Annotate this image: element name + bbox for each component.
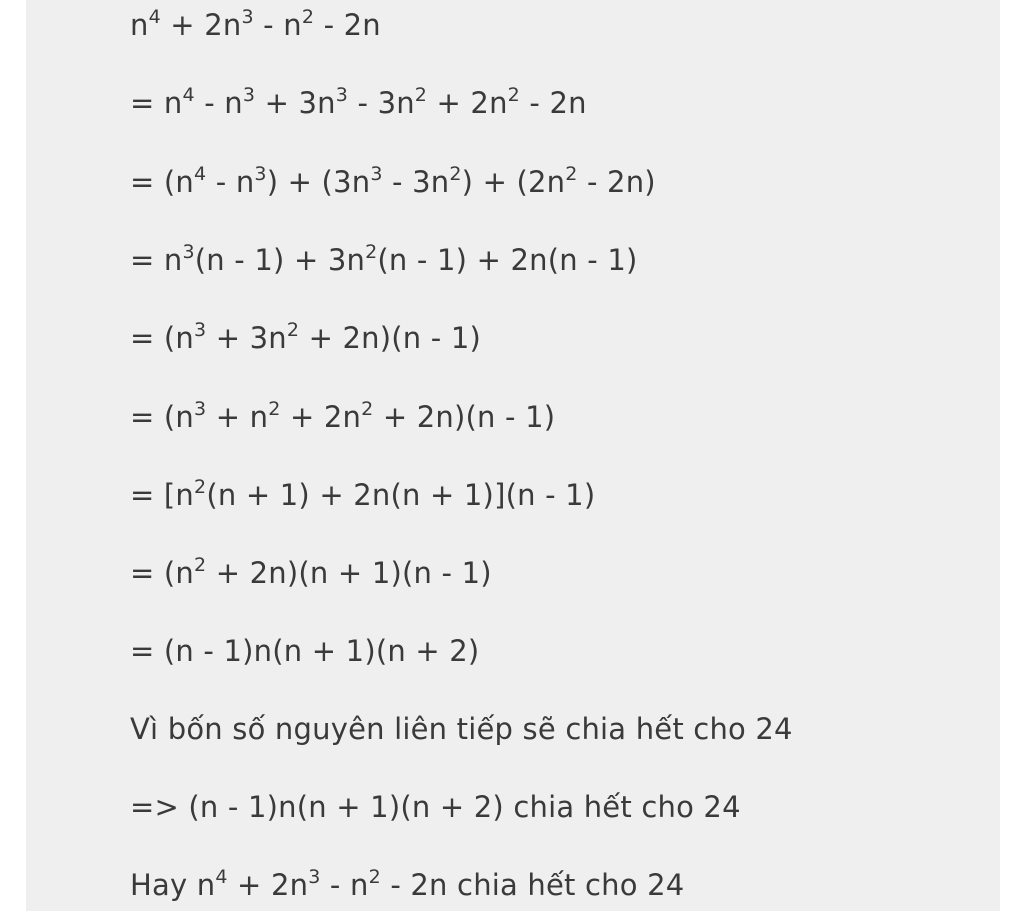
expression-text: ) + (3n <box>266 165 371 199</box>
expression-text: (n - 1) + 2n(n - 1) <box>377 243 638 277</box>
expression-text: + n <box>206 400 269 434</box>
exponent: 2 <box>507 84 520 106</box>
expression-text: + 2n <box>427 86 508 120</box>
exponent: 2 <box>286 319 300 341</box>
solution-line <box>130 83 587 127</box>
solution-line <box>130 240 638 284</box>
exponent: 2 <box>414 84 428 106</box>
expression-text: = (n <box>130 165 195 199</box>
exponent: 3 <box>370 163 383 185</box>
exponent: 2 <box>565 163 578 185</box>
exponent: 2 <box>301 6 315 28</box>
solution-line <box>130 865 684 909</box>
expression-text: + 2n)(n + 1)(n - 1) <box>206 556 492 590</box>
expression-text: = n <box>130 86 183 120</box>
exponent: 2 <box>365 241 378 263</box>
expression-text: + 2n <box>160 8 242 42</box>
exponent: 3 <box>182 241 195 263</box>
expression-text: - 2n) <box>577 165 656 199</box>
expression-text: + 2n <box>227 868 309 902</box>
exponent: 4 <box>182 84 195 106</box>
exponent: 2 <box>268 398 281 420</box>
expression-text: (n - 1) + 3n <box>194 243 366 277</box>
content-panel <box>26 0 1000 911</box>
solution-line <box>130 631 479 671</box>
expression-text: - n <box>194 86 243 120</box>
exponent: 3 <box>194 398 207 420</box>
expression-text: - n <box>320 868 369 902</box>
exponent: 2 <box>361 398 374 420</box>
expression-text: + 2n)(n - 1) <box>299 321 482 355</box>
expression-text: => (n - 1)n(n + 1)(n + 2) chia hết cho 24 <box>130 790 741 824</box>
exponent: 3 <box>254 163 267 185</box>
exponent: 4 <box>194 163 207 185</box>
exponent: 2 <box>368 866 381 888</box>
exponent: 3 <box>194 319 207 341</box>
exponent: 3 <box>308 866 321 888</box>
solution-line <box>130 475 595 519</box>
solution-line <box>130 397 555 441</box>
expression-text: + 3n <box>206 321 287 355</box>
expression-text: - n <box>206 165 255 199</box>
expression-text: n <box>130 8 149 42</box>
expression-text: ) + (2n <box>461 165 566 199</box>
expression-text: - 2n <box>519 86 587 120</box>
exponent: 3 <box>242 84 256 106</box>
solution-line <box>130 709 793 749</box>
expression-text: - 2n chia hết cho 24 <box>380 868 685 902</box>
exponent: 4 <box>148 6 161 28</box>
expression-text: = [n <box>130 478 195 512</box>
exponent: 2 <box>194 554 207 576</box>
expression-text: - n <box>253 8 302 42</box>
exponent: 2 <box>194 476 207 498</box>
expression-text: = (n <box>130 321 195 355</box>
solution-line <box>130 553 492 597</box>
expression-text: Hay n <box>130 868 216 902</box>
exponent: 3 <box>241 6 254 28</box>
expression-text: + 3n <box>255 86 336 120</box>
solution-line <box>130 787 741 827</box>
expression-text: = (n <box>130 556 195 590</box>
solution-line <box>130 5 381 49</box>
exponent: 3 <box>335 84 349 106</box>
expression-text: = n <box>130 243 183 277</box>
expression-text: Vì bốn số nguyên liên tiếp sẽ chia hết cho 24 <box>130 712 793 746</box>
expression-text: - 3n <box>382 165 450 199</box>
expression-text: + 2n)(n - 1) <box>373 400 556 434</box>
solution-line <box>130 162 656 206</box>
expression-text: = (n - 1)n(n + 1)(n + 2) <box>130 634 480 668</box>
exponent: 2 <box>449 163 462 185</box>
expression-text: - 2n <box>314 8 381 42</box>
expression-text: - 3n <box>348 86 415 120</box>
expression-text: (n + 1) + 2n(n + 1)](n - 1) <box>206 478 596 512</box>
expression-text: + 2n <box>280 400 362 434</box>
expression-text: = (n <box>130 400 195 434</box>
exponent: 4 <box>215 866 228 888</box>
solution-line <box>130 318 481 362</box>
